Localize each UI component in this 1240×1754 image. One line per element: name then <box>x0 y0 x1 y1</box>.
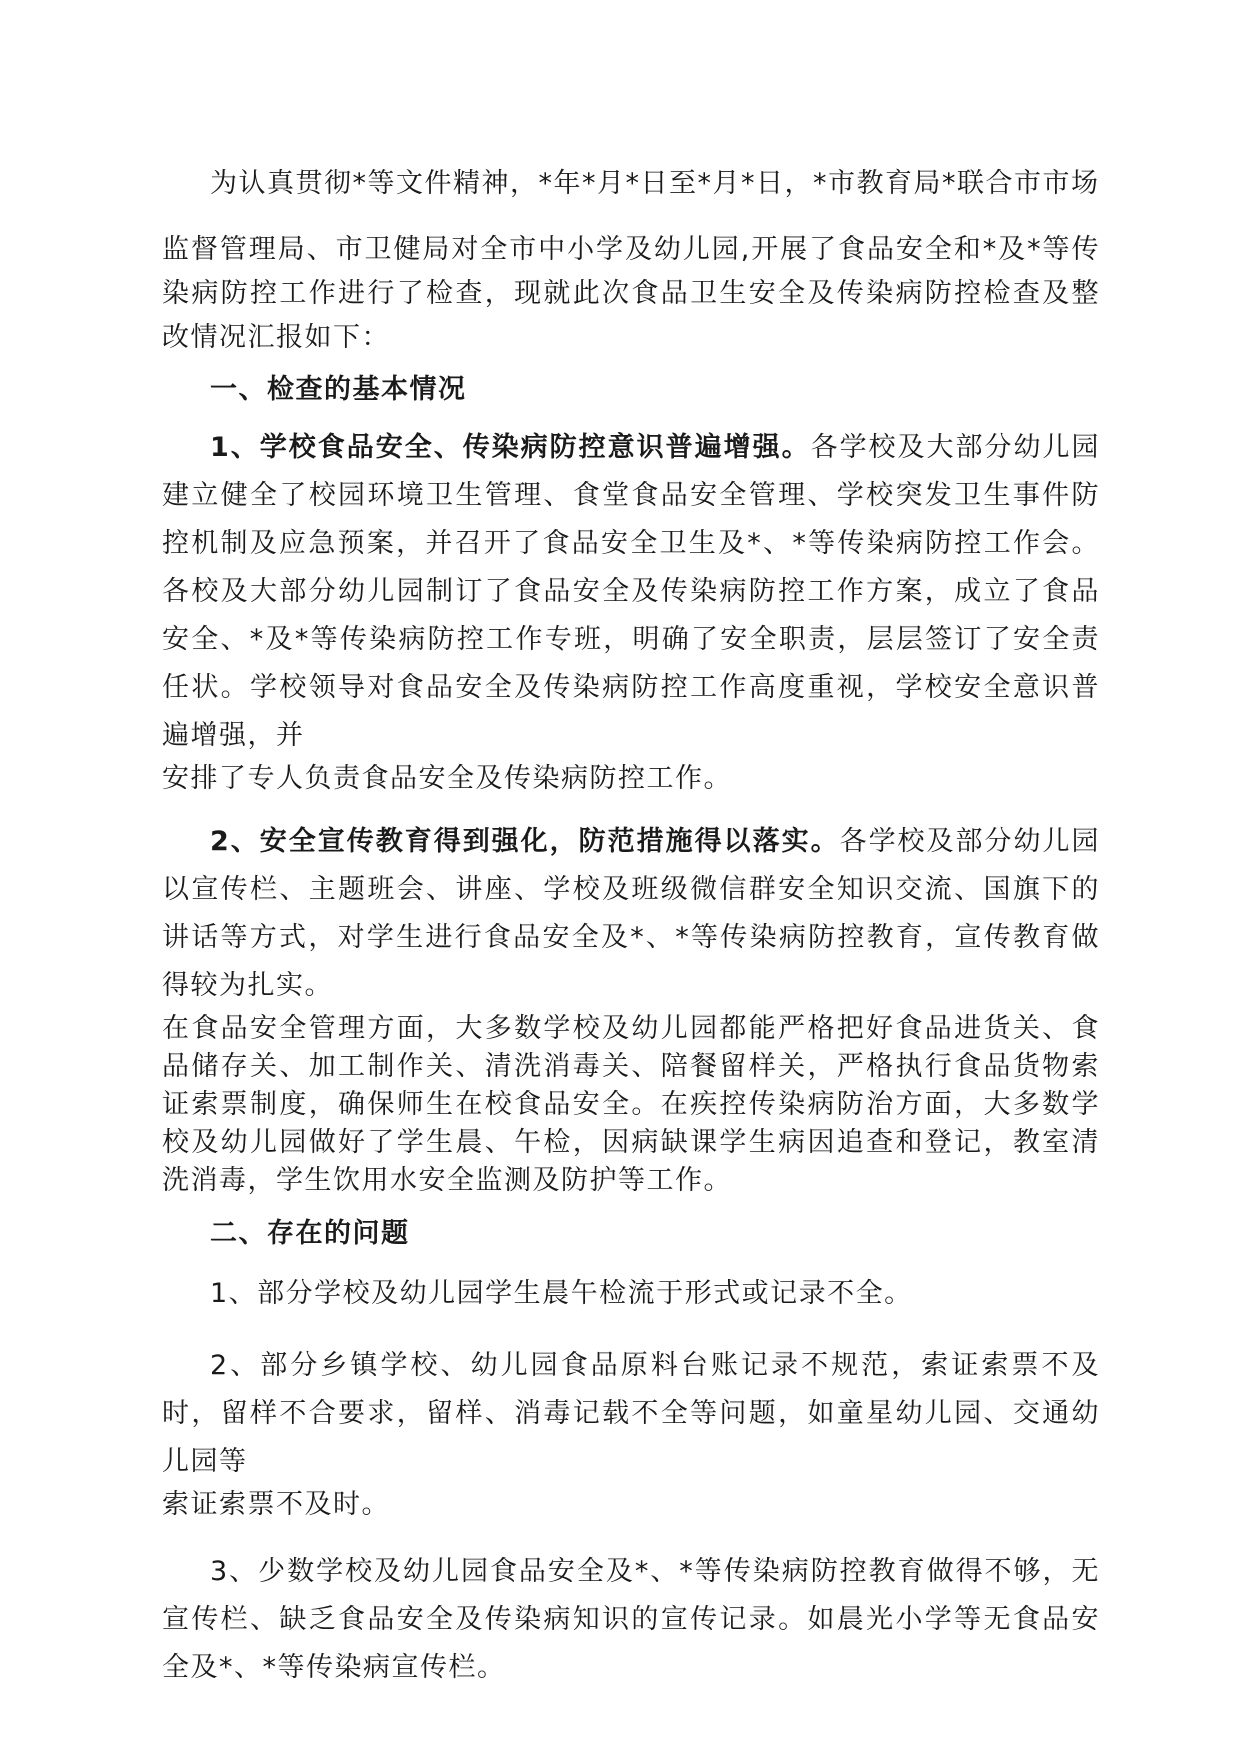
item-1-text-b: 安排了专人负责食品安全及传染病防控工作。 <box>162 763 732 794</box>
problem-3: 3、少数学校及幼儿园食品安全及*、*等传染病防控教育做得不够，无宣传栏、缺乏食品安全及传染病知识的宣传记录。如晨光小学等无食品安全及*、*等传染病宣传栏。 <box>162 1556 1100 1683</box>
item-2-text-a: 各学校及部分幼儿园以宣传栏、主题班会、讲座、学校及班级微信群安全知识交流、国旗下的讲话等方式，对学生进行食品安全及*、*等传染病防控教育，宣传教育做得较为扎实。 <box>162 826 1100 1001</box>
item-1-lead: 1、学校食品安全、传染病防控意识普遍增强。 <box>210 432 811 463</box>
item-2-text-b: 在食品安全管理方面，大多数学校及幼儿园都能严格把好食品进货关、食品储存关、加工制作关、清洗消毒关、陪餐留样关，严格执行食品货物索证索票制度，确保师生在校食品安全。在疾控传染病防治方面，大多数学校及幼儿园做好了学生晨、午检，因病缺课学生病因追查和登记，教室清洗消毒，学生饮用水安全监测及防护等工作。 <box>162 1013 1100 1196</box>
section-heading-2: 二、存在的问题 <box>210 1218 410 1249</box>
document-body <box>162 170 1100 1692</box>
item-1-paragraph-a <box>162 424 1100 760</box>
problem-1: 1、部分学校及幼儿园学生晨午检流于形式或记录不全。 <box>210 1278 913 1309</box>
item-1-text-a: 各学校及大部分幼儿园建立健全了校园环境卫生管理、食堂食品安全管理、学校突发卫生事件防控机制及应急预案，并召开了食品安全卫生及*、*等传染病防控工作会。各校及大部分幼儿园制订了食品安全及传染病防控工作方案，成立了食品安全、*及*等传染病防控工作专班，明确了安全职责，层层签订了安全责任状。学校领导对食品安全及传染病防控工作高度重视，学校安全意识普遍增强，并 <box>162 432 1100 751</box>
intro-paragraph: 监督管理局、市卫健局对全市中小学及幼儿园,开展了食品安全和*及*等传染病防控工作进行了检查，现就此次食品卫生安全及传染病防控检查及整改情况汇报如下： <box>162 234 1100 353</box>
problem-2-text-b: 索证索票不及时。 <box>162 1489 390 1520</box>
section-heading-1: 一、检查的基本情况 <box>210 374 467 405</box>
item-2-paragraph-a <box>162 818 1100 1010</box>
item-2-lead: 2、安全宣传教育得到强化，防范措施得以落实。 <box>210 826 840 857</box>
intro-line-1: 为认真贯彻*等文件精神，*年*月*日至*月*日，*市教育局*联合市市场 <box>210 168 1100 199</box>
problem-2-paragraph-a: 2、部分乡镇学校、幼儿园食品原料台账记录不规范，索证索票不及时，留样不合要求，留样、消毒记载不全等问题，如童星幼儿园、交通幼儿园等 <box>162 1350 1100 1477</box>
